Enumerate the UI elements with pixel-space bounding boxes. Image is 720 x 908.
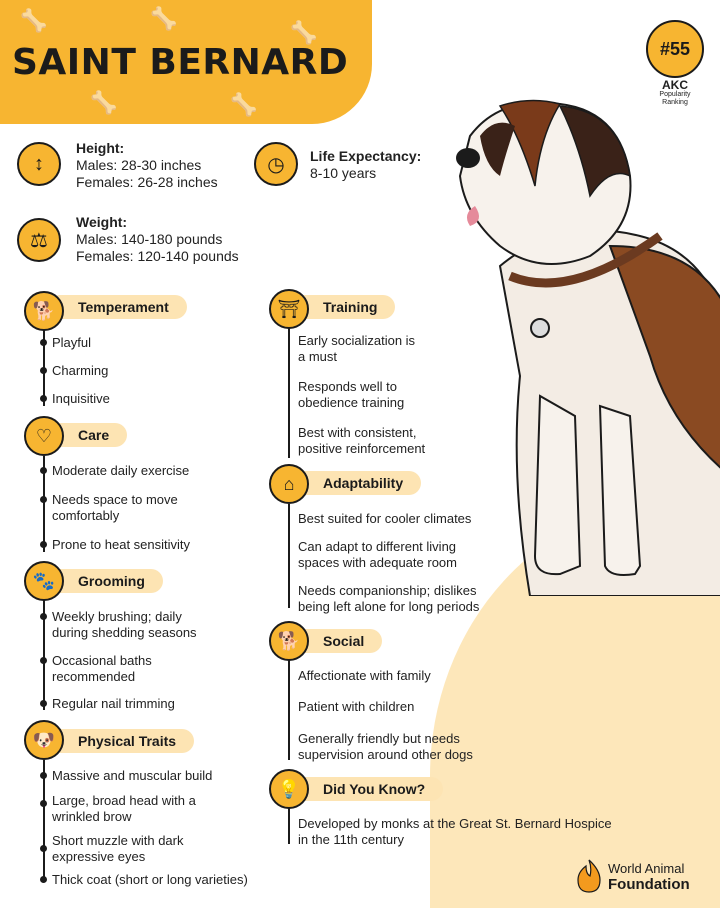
care-item: Needs space to move: [52, 492, 178, 507]
section-did-you-know: Did You Know?: [293, 777, 443, 801]
rank-sub-line1: Popularity: [659, 91, 691, 98]
adaptability-item: Needs companionship; dislikes: [298, 583, 477, 598]
bullet: [40, 700, 47, 707]
flame-logo-icon: [574, 858, 604, 894]
rank-sub-line2: Ranking: [662, 99, 688, 106]
social-item: Generally friendly but needs: [298, 731, 460, 746]
physical-item: wrinkled brow: [52, 809, 132, 824]
agility-icon: ⛩: [269, 289, 309, 329]
training-item: obedience training: [298, 395, 405, 410]
title-banner: 🦴 🦴 🦴 🦴 🦴: [0, 0, 372, 124]
heart-hand-icon: ♡: [24, 416, 64, 456]
grooming-item: Regular nail trimming: [52, 696, 175, 711]
height-females: Females: 26-28 inches: [76, 174, 218, 190]
section-care: Care: [48, 423, 127, 447]
bullet: [40, 613, 47, 620]
bullet: [40, 657, 47, 664]
temperament-item: Inquisitive: [52, 391, 110, 406]
bullet: [40, 800, 47, 807]
life-stat: [310, 148, 421, 182]
section-temperament: Temperament: [48, 295, 187, 319]
grooming-item: Weekly brushing; daily: [52, 609, 182, 624]
didyouknow-item: Developed by monks at the Great St. Bernard Hospice: [298, 816, 612, 831]
rank-label: AKC: [662, 78, 688, 92]
bullet: [40, 876, 47, 883]
bullet: [40, 541, 47, 548]
physical-item: Thick coat (short or long varieties): [52, 872, 248, 887]
physical-item: expressive eyes: [52, 849, 146, 864]
timeline-line-right-4: [288, 808, 290, 844]
page-title: SAINT BERNARD: [12, 42, 349, 83]
scale-icon: ⚖: [17, 218, 61, 262]
dog-face-icon: 🐕: [269, 621, 309, 661]
section-adaptability: Adaptability: [293, 471, 421, 495]
training-item: a must: [298, 349, 338, 364]
physical-item: Short muzzle with dark: [52, 833, 184, 848]
rank-badge: #55: [646, 20, 704, 78]
care-item: comfortably: [52, 508, 120, 523]
section-social: Social: [293, 629, 382, 653]
care-item: Prone to heat sensitivity: [52, 537, 191, 552]
adaptability-item: Can adapt to different living: [298, 539, 457, 554]
adaptability-item: Best suited for cooler climates: [298, 511, 472, 526]
social-item: supervision around other dogs: [298, 747, 473, 762]
section-training: Training: [293, 295, 395, 319]
grooming-item: Occasional baths: [52, 653, 152, 668]
timeline-line-right-3: [288, 660, 290, 760]
bullet: [40, 367, 47, 374]
doghouse-icon: ⌂: [269, 464, 309, 504]
life-value: 8-10 years: [310, 165, 377, 181]
adaptability-item: being left alone for long periods: [298, 599, 480, 614]
bullet: [40, 395, 47, 402]
section-physical-traits: Physical Traits: [48, 729, 194, 753]
logo-line1: World Animal: [608, 861, 685, 876]
training-item: positive reinforcement: [298, 441, 426, 456]
dog-head-icon: 🐕: [24, 291, 64, 331]
temperament-item: Charming: [52, 363, 109, 378]
timeline-line-right-2: [288, 504, 290, 608]
bullet: [40, 467, 47, 474]
adaptability-item: spaces with adequate room: [298, 555, 457, 570]
section-grooming: Grooming: [48, 569, 163, 593]
paw-icon: 🐾: [24, 561, 64, 601]
dog-illustration: [440, 96, 720, 596]
height-stat: [76, 140, 218, 191]
height-heading: Height:: [76, 140, 125, 156]
bullet: [40, 845, 47, 852]
clock-icon: ◷: [254, 142, 298, 186]
training-item: Best with consistent,: [298, 425, 417, 440]
weight-males: Males: 140-180 pounds: [76, 231, 223, 247]
height-males: Males: 28-30 inches: [76, 157, 202, 173]
training-item: Early socialization is: [298, 333, 416, 348]
grooming-item: recommended: [52, 669, 136, 684]
lightbulb-icon: 💡: [269, 769, 309, 809]
logo-line2: Foundation: [608, 876, 690, 893]
didyouknow-item: in the 11th century: [298, 832, 404, 847]
weight-females: Females: 120-140 pounds: [76, 248, 239, 264]
weight-heading: Weight:: [76, 214, 128, 230]
physical-item: Large, broad head with a: [52, 793, 196, 808]
care-item: Moderate daily exercise: [52, 463, 190, 478]
life-heading: Life Expectancy:: [310, 148, 422, 164]
sitting-dog-icon: 🐶: [24, 720, 64, 760]
temperament-item: Playful: [52, 335, 92, 350]
training-item: Responds well to: [298, 379, 397, 394]
bullet: [40, 339, 47, 346]
weight-stat: [76, 214, 239, 265]
timeline-line-right-1: [288, 328, 290, 458]
grooming-item: during shedding seasons: [52, 625, 197, 640]
bullet: [40, 772, 47, 779]
bullet: [40, 496, 47, 503]
social-item: Affectionate with family: [298, 668, 431, 683]
social-item: Patient with children: [298, 699, 415, 714]
physical-item: Massive and muscular build: [52, 768, 213, 783]
ruler-icon: ↕: [17, 142, 61, 186]
